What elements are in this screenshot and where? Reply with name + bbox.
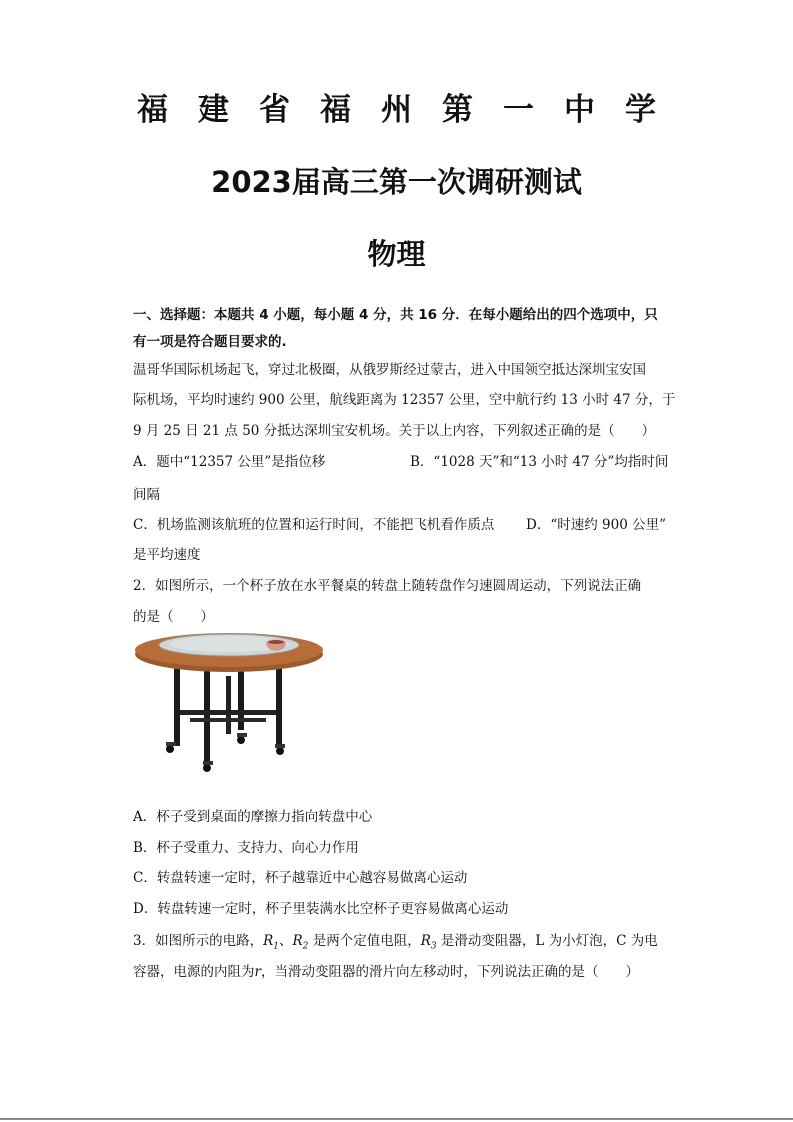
separator: 、 xyxy=(279,933,293,949)
q1-option-d: D．“时速约 900 公里” xyxy=(526,517,666,533)
r3-subscript: 3 xyxy=(430,941,437,952)
q3-stem-line1 xyxy=(133,929,658,952)
q2-option-b: B．杯子受重力、支持力、向心力作用 xyxy=(133,840,359,856)
school-name: 福建省福州第一中学 xyxy=(137,92,686,128)
q2-option-c: C．转盘转速一定时，杯子越靠近中心越容易做离心运动 xyxy=(133,870,468,886)
q2-stem-line2: 的是（ ） xyxy=(133,609,214,625)
q1-option-b-cont: 间隔 xyxy=(133,487,160,503)
q3-line2-end: ，当滑动变阻器的滑片向左移动时，下列说法正确的是（ ） xyxy=(260,964,639,980)
subject-title: 物理 xyxy=(367,237,426,271)
rotating-table-figure xyxy=(134,630,326,778)
r3-symbol: R xyxy=(420,933,431,949)
exam-title: 2023届高三第一次调研测试 xyxy=(211,165,582,199)
r2-subscript: 2 xyxy=(302,941,309,952)
q3-stem-line2 xyxy=(133,960,639,980)
section-intro-line2: 有一项是符合题目要求的. xyxy=(133,334,287,350)
r1-symbol: R xyxy=(263,933,274,949)
q2-stem-line1: 2．如图所示，一个杯子放在水平餐桌的转盘上随转盘作匀速圆周运动，下列说法正确 xyxy=(133,578,642,594)
q2-option-d: D．转盘转速一定时，杯子里装满水比空杯子更容易做离心运动 xyxy=(133,901,509,917)
q3-stem-start: 3．如图所示的电路， xyxy=(133,933,264,949)
q3-stem-mid: 是两个定值电阻， xyxy=(308,933,421,949)
q1-stem-line1: 温哥华国际机场起飞，穿过北极圈，从俄罗斯经过蒙古，进入中国领空抵达深圳宝安国 xyxy=(133,362,646,378)
q1-stem-line3: 9 月 25 日 21 点 50 分抵达深圳宝安机场。关于以上内容，下列叙述正确的是（ ） xyxy=(133,423,656,439)
q3-line2-start: 容器，电源的内阻为 xyxy=(133,964,255,980)
q1-stem-line2: 际机场，平均时速约 900 公里，航线距离为 12357 公里，空中航行约 13 小时 47 分，于 xyxy=(133,392,676,408)
q1-option-d-cont: 是平均速度 xyxy=(133,547,201,563)
q1-option-a: A．题中“12357 公里”是指位移 xyxy=(133,454,326,470)
q1-option-c: C．机场监测该航班的位置和运行时间，不能把飞机看作质点 xyxy=(133,517,495,533)
internal-resistance-symbol: r xyxy=(254,964,261,980)
section-intro-line1: 一、选择题：本题共 4 小题，每小题 4 分，共 16 分．在每小题给出的四个选项中，只 xyxy=(133,307,658,323)
page-bottom-rule xyxy=(0,1118,793,1120)
q2-option-a: A．杯子受到桌面的摩擦力指向转盘中心 xyxy=(133,809,373,825)
q1-option-b: B．“1028 天”和“13 小时 47 分”均指时间 xyxy=(410,454,669,470)
r2-symbol: R xyxy=(292,933,303,949)
r1-subscript: 1 xyxy=(273,941,279,952)
q3-stem-end: 是滑动变阻器，L 为小灯泡，C 为电 xyxy=(436,933,658,949)
